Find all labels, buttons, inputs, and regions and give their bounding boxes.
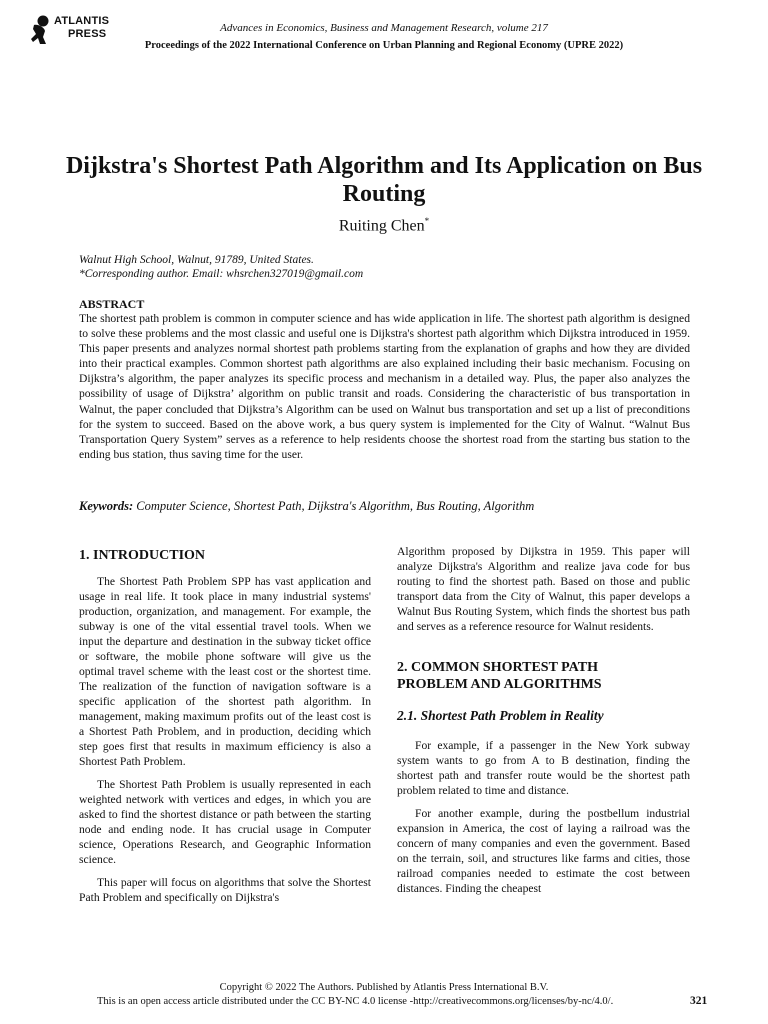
proceedings-header: Proceedings of the 2022 International Conference on Urban Planning and Regional Economy (UPRE 2022) (144, 40, 624, 51)
right-column-lower (397, 738, 690, 904)
right-column (397, 544, 690, 642)
left-column (79, 574, 371, 913)
author-mark: * (424, 216, 430, 226)
paragraph: The Shortest Path Problem is usually represented in each weighted network with vertices and edges, in which you are asked to find the shortest distance or path between the starting node and ending node. It has crucial usage in Computer science, Operations Research, and Geographic Information science. (79, 778, 371, 866)
abstract-text: The shortest path problem is common in computer science and has wide application in life. The shortest path algorithm is designed to solve these problems and the most classic and useful one is Dijkstra's shortest path algorithm which Dijkstra introduced in 1959. This paper presents and analyzes normal shortest path problems starting from the explanation of graphs and how they are divided into their practical examples. Common shortest path algorithms are also explained including their basic mechanism. Focusing on Dijkstra’s algorithm, the paper analyzes its specific process and mechanism in a detailed way. Plus, the paper also analyzes the possibility of usage of Dijkstra’ algorithm on public transit and roads. Considering the characteristic of bus transportation in Walnut, the paper concluded that Dijkstra’s Algorithm can be used on Walnut bus transportation and set up a list of preconditions for the system to succeed. Based on the above work, a bus query system is implemented for the City of Walnut. “Walnut Bus Transportation Query System” serves as a reference to help residents choose the shortest road from the starting bus station to the ending bus station, thus saving time for the user. (79, 312, 690, 461)
abstract-heading: ABSTRACT (79, 297, 145, 311)
keywords (79, 499, 690, 514)
series-header: Advances in Economics, Business and Management Research, volume 217 (220, 22, 548, 34)
corresponding-author: *Corresponding author. Email: whsrchen327019@gmail.com (79, 268, 364, 280)
footer-license: This is an open access article distributed under the CC BY-NC 4.0 license -http://creativecommons.org/licenses/by-nc/4.0/. (97, 996, 614, 1007)
logo-line1: ATLANTIS (54, 15, 110, 27)
paragraph: The Shortest Path Problem SPP has vast application and usage in real life. It took place in many industrial systems' production, organization, and management. For example, the subway is one of the vital essential travel tools. When we input the departure and destination in the subway ticket office or software, the mobile phone software will give us the optimal travel scheme with the least cost or the shortest time. The realization of the function of navigation software is a specific application of the shortest path algorithm. In management, making maximum profits out of the least cost is a Shortest Path Problem, and in production, deciding which step goes first that results in maximum efficiency is also a Shortest Path Problem. (79, 575, 371, 768)
paragraph: This paper will focus on algorithms that solve the Shortest Path Problem and specifically on Dijkstra's (79, 876, 371, 904)
author-line (0, 216, 768, 235)
page-number: 321 (690, 995, 708, 1007)
footer-copyright: Copyright © 2022 The Authors. Published by Atlantis Press International B.V. (219, 982, 549, 993)
paragraph: For another example, during the postbellum industrial expansion in America, the cost of laying a railroad was the concern of many companies and even the government. Based on the terrain, soil, and structures like farms and cities, those railroad companies needed to estimate the cost between distances. Finding the cheapest (397, 807, 690, 895)
affiliation: Walnut High School, Walnut, 91789, United States. (79, 254, 314, 266)
keywords-label: Keywords: (79, 499, 134, 513)
paragraph: For example, if a passenger in the New York subway system wants to go from A to B destination, finding the shortest path and transfer route would be the shortest path problem related to time and distance. (397, 739, 690, 797)
paragraph: Algorithm proposed by Dijkstra in 1959. This paper will analyze Dijkstra's Algorithm and realize java code for bus routing to find the shortest path. Based on those and public transport data from the City of Walnut, this paper develops a Walnut Bus Routing System, which finds the shortest bus path and serves as a reference resource for Walnut residents. (397, 545, 690, 633)
logo-line2: PRESS (68, 28, 107, 40)
paper-title: Dijkstra's Shortest Path Algorithm and Its Application on Bus Routing (65, 153, 703, 207)
section-heading-2: 2. COMMON SHORTEST PATH PROBLEM AND ALGORITHMS (397, 660, 602, 692)
author-name: Ruiting Chen (338, 217, 425, 235)
keywords-text: Computer Science, Shortest Path, Dijkstra's Algorithm, Bus Routing, Algorithm (136, 499, 535, 513)
section-heading-introduction: 1. INTRODUCTION (79, 548, 206, 563)
affiliation-block (79, 253, 363, 281)
subsection-heading-2-1: 2.1. Shortest Path Problem in Reality (397, 708, 604, 723)
